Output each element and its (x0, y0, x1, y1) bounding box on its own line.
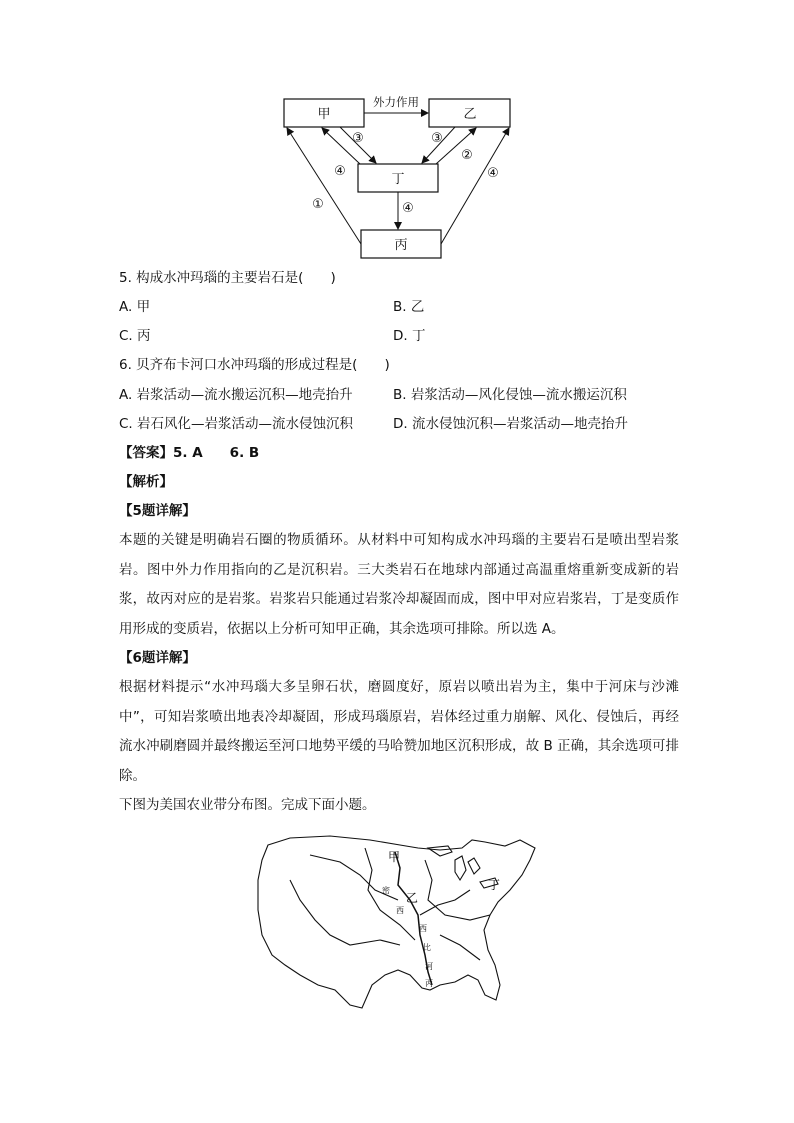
map-label-bing: 丙 (425, 979, 433, 988)
label-4-left: ④ (334, 164, 346, 179)
q5-stem: 5. 构成水冲玛瑙的主要岩石是( ) (119, 270, 336, 286)
river-label-1: 密 (382, 886, 390, 895)
label-4-center: ④ (402, 201, 414, 216)
map-intro: 下图为美国农业带分布图。完成下面小题。 (119, 797, 376, 813)
q5-option-c: C. 丙 (119, 328, 151, 344)
analysis-heading: 【解析】 (119, 474, 173, 490)
q5-option-a: A. 甲 (119, 299, 151, 315)
diagram-top-label: 外力作用 (373, 95, 419, 109)
map-label-jia: 甲 (388, 850, 401, 864)
label-4-right: ④ (487, 166, 499, 181)
answer-line: 【答案】5. A 6. B (119, 445, 260, 461)
q6-option-a: A. 岩浆活动—流水搬运沉积—地壳抬升 (119, 387, 353, 403)
label-1: ① (312, 197, 324, 212)
river-label-2: 西 (396, 906, 404, 915)
arrow-bing-jia (287, 128, 361, 244)
diagram-yi: 乙 (463, 107, 477, 122)
q6-option-d: D. 流水侵蚀沉积—岩浆活动—地壳抬升 (393, 416, 628, 432)
q6-stem: 6. 贝齐布卡河口水冲玛瑙的形成过程是( ) (119, 357, 390, 373)
q6-option-c: C. 岩石风化—岩浆活动—流水侵蚀沉积 (119, 416, 354, 432)
detail5-text: 本题的关键是明确岩石圈的物质循环。从材料中可知构成水冲玛瑙的主要岩石是喷出型岩浆岩。图中外力作用指向的乙是沉积岩。三大类岩石在地球内部通过高温重熔重新变成新的岩浆，故丙对应的是岩浆。岩浆岩只能通过岩浆冷却凝固而成，图中甲对应岩浆岩，丁是变质作用形成的变质岩，依据以上分析可知甲正确，其余选项可排除。所以选 A。 (119, 532, 679, 637)
detail5-heading: 【5题详解】 (119, 503, 196, 519)
map-label-yi: 乙 (406, 891, 419, 905)
region-boundary-4 (440, 935, 480, 960)
ohio-river (420, 890, 470, 915)
diagram-jia: 甲 (317, 107, 331, 122)
arrow-bing-yi (441, 128, 509, 244)
map-label-ding: 丁 (488, 878, 501, 892)
us-agriculture-map (0, 825, 794, 1025)
label-3-left: ③ (352, 131, 364, 146)
river-label-5: 河 (425, 962, 433, 971)
detail6-heading: 【6题详解】 (119, 650, 196, 666)
river-label-4: 比 (423, 943, 431, 952)
label-2: ② (461, 148, 473, 163)
detail6-text: 根据材料提示“水冲玛瑙大多呈卵石状，磨圆度好，原岩以喷出岩为主，集中于河床与沙滩中”，可知岩浆喷出地表冷却凝固，形成玛瑙原岩，岩体经过重力崩解、风化、侵蚀后，再经流水冲刷磨圆并最终搬运至河口地势平缓的马哈赞加地区沉积形成，故 B 正确，其余选项可排除。 (119, 679, 679, 784)
label-3-right: ③ (431, 131, 443, 146)
river-label-3: 西 (419, 924, 427, 933)
region-boundary-2 (425, 860, 490, 920)
q5-option-b: B. 乙 (393, 299, 425, 315)
diagram-bing: 丙 (394, 238, 408, 253)
diagram-ding: 丁 (391, 172, 405, 187)
q5-option-d: D. 丁 (393, 328, 426, 344)
q6-option-b: B. 岩浆活动—风化侵蚀—流水搬运沉积 (393, 387, 627, 403)
